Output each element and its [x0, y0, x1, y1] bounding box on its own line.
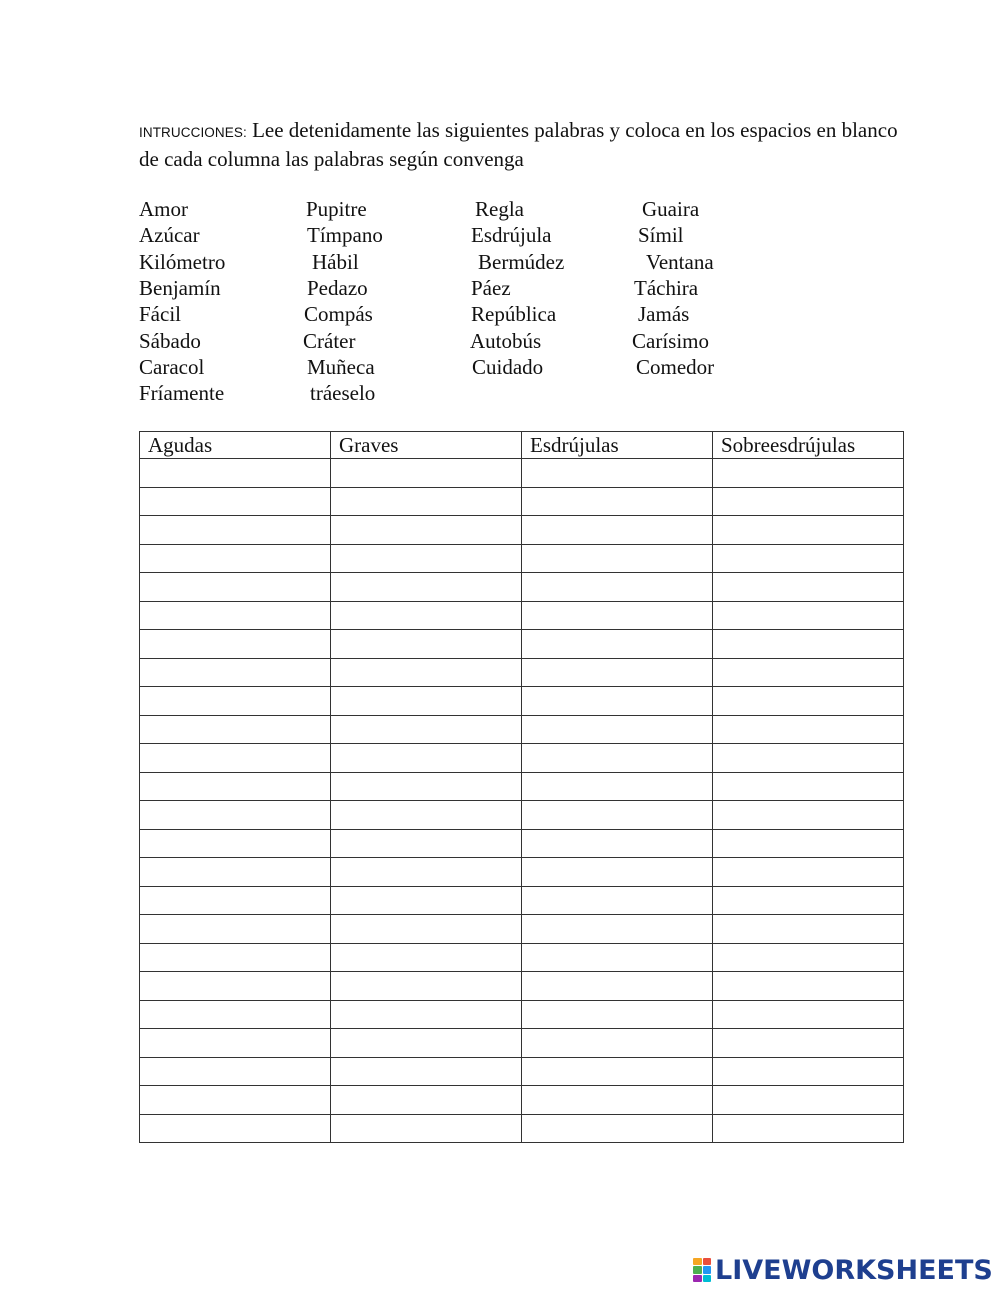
answer-input-graves[interactable] — [331, 575, 521, 601]
answer-cell-esdrujulas — [522, 1029, 713, 1058]
answer-cell-esdrujulas — [522, 601, 713, 630]
answer-input-agudas[interactable] — [140, 1002, 330, 1028]
answer-cell-agudas — [140, 715, 331, 744]
table-row — [140, 715, 904, 744]
answer-input-agudas[interactable] — [140, 546, 330, 572]
answer-input-graves[interactable] — [331, 974, 521, 1000]
answer-input-agudas[interactable] — [140, 1088, 330, 1114]
logo-square — [693, 1275, 702, 1282]
answer-input-graves[interactable] — [331, 518, 521, 544]
answer-cell-esdrujulas — [522, 1000, 713, 1029]
answer-input-agudas[interactable] — [140, 860, 330, 886]
answer-input-esdrujulas[interactable] — [522, 860, 712, 886]
answer-input-sobreesdrujulas[interactable] — [713, 803, 903, 829]
answer-input-sobreesdrujulas[interactable] — [713, 489, 903, 515]
answer-input-esdrujulas[interactable] — [522, 1088, 712, 1114]
answer-cell-graves — [331, 1029, 522, 1058]
answer-cell-sobreesdrujulas — [713, 487, 904, 516]
answer-input-sobreesdrujulas[interactable] — [713, 689, 903, 715]
answer-cell-agudas — [140, 658, 331, 687]
answer-input-esdrujulas[interactable] — [522, 518, 712, 544]
answer-cell-graves — [331, 1114, 522, 1143]
word-item: Comedor — [636, 355, 715, 379]
answer-input-agudas[interactable] — [140, 803, 330, 829]
answer-cell-sobreesdrujulas — [713, 1057, 904, 1086]
answer-input-agudas[interactable] — [140, 575, 330, 601]
answer-cell-graves — [331, 915, 522, 944]
logo-text: LIVEWORKSHEETS — [715, 1254, 993, 1286]
word-item: Autobús — [470, 329, 542, 353]
answer-input-agudas[interactable] — [140, 461, 330, 487]
answer-input-esdrujulas[interactable] — [522, 717, 712, 743]
table-row — [140, 744, 904, 773]
word-item: Caracol — [139, 355, 205, 379]
table-row — [140, 1029, 904, 1058]
table-row — [140, 601, 904, 630]
answer-input-agudas[interactable] — [140, 632, 330, 658]
answer-cell-esdrujulas — [522, 972, 713, 1001]
answer-cell-sobreesdrujulas — [713, 573, 904, 602]
answer-input-esdrujulas[interactable] — [522, 1116, 712, 1142]
answer-cell-esdrujulas — [522, 1057, 713, 1086]
answer-input-sobreesdrujulas[interactable] — [713, 945, 903, 971]
answer-input-sobreesdrujulas[interactable] — [713, 974, 903, 1000]
answer-input-agudas[interactable] — [140, 1116, 330, 1142]
answer-input-agudas[interactable] — [140, 717, 330, 743]
word-item: Amor — [139, 197, 188, 221]
word-item: Fácil — [139, 302, 181, 326]
answer-input-esdrujulas[interactable] — [522, 1059, 712, 1085]
word-item: Kilómetro — [139, 250, 226, 274]
answer-cell-agudas — [140, 972, 331, 1001]
word-item: Ventana — [646, 250, 714, 274]
answer-cell-sobreesdrujulas — [713, 943, 904, 972]
answer-input-sobreesdrujulas[interactable] — [713, 888, 903, 914]
answer-input-agudas[interactable] — [140, 1031, 330, 1057]
answer-cell-agudas — [140, 544, 331, 573]
answer-cell-graves — [331, 972, 522, 1001]
answer-input-agudas[interactable] — [140, 660, 330, 686]
answer-cell-agudas — [140, 943, 331, 972]
word-item: Hábil — [312, 250, 359, 274]
answer-table — [139, 431, 904, 1143]
answer-cell-agudas — [140, 744, 331, 773]
answer-cell-esdrujulas — [522, 715, 713, 744]
answer-cell-graves — [331, 630, 522, 659]
header-esdrujulas: Esdrújulas — [522, 432, 713, 459]
logo-square — [693, 1266, 702, 1273]
answer-input-esdrujulas[interactable] — [522, 774, 712, 800]
answer-cell-esdrujulas — [522, 573, 713, 602]
word-item: tráeselo — [310, 381, 376, 405]
word-item: Páez — [471, 276, 511, 300]
instructions — [139, 117, 919, 172]
word-item: Cuidado — [472, 355, 544, 379]
answer-cell-agudas — [140, 858, 331, 887]
answer-cell-esdrujulas — [522, 459, 713, 488]
answer-input-agudas[interactable] — [140, 603, 330, 629]
answer-cell-graves — [331, 687, 522, 716]
table-row — [140, 801, 904, 830]
logo-square — [703, 1266, 712, 1273]
answer-cell-esdrujulas — [522, 772, 713, 801]
answer-cell-sobreesdrujulas — [713, 1114, 904, 1143]
answer-cell-esdrujulas — [522, 658, 713, 687]
answer-cell-esdrujulas — [522, 687, 713, 716]
answer-cell-esdrujulas — [522, 915, 713, 944]
answer-cell-agudas — [140, 829, 331, 858]
answer-table-body — [140, 459, 904, 1143]
answer-cell-agudas — [140, 573, 331, 602]
header-graves: Graves — [331, 432, 522, 459]
answer-input-sobreesdrujulas[interactable] — [713, 774, 903, 800]
table-row — [140, 658, 904, 687]
answer-cell-sobreesdrujulas — [713, 459, 904, 488]
header-sobreesdrujulas: Sobreesdrújulas — [713, 432, 904, 459]
answer-input-graves[interactable] — [331, 489, 521, 515]
answer-cell-esdrujulas — [522, 943, 713, 972]
answer-input-graves[interactable] — [331, 1059, 521, 1085]
answer-input-graves[interactable] — [331, 746, 521, 772]
answer-cell-esdrujulas — [522, 886, 713, 915]
word-item: Carísimo — [632, 329, 709, 353]
liveworksheets-logo — [693, 1255, 993, 1285]
answer-input-agudas[interactable] — [140, 945, 330, 971]
answer-cell-graves — [331, 459, 522, 488]
answer-input-graves[interactable] — [331, 461, 521, 487]
logo-square — [703, 1275, 712, 1282]
answer-cell-agudas — [140, 772, 331, 801]
answer-cell-graves — [331, 601, 522, 630]
answer-input-agudas[interactable] — [140, 888, 330, 914]
answer-cell-agudas — [140, 487, 331, 516]
answer-input-sobreesdrujulas[interactable] — [713, 717, 903, 743]
answer-input-esdrujulas[interactable] — [522, 689, 712, 715]
word-item: Compás — [304, 302, 373, 326]
answer-input-sobreesdrujulas[interactable] — [713, 1116, 903, 1142]
table-row — [140, 858, 904, 887]
answer-cell-agudas — [140, 687, 331, 716]
answer-input-esdrujulas[interactable] — [522, 1002, 712, 1028]
answer-input-graves[interactable] — [331, 1088, 521, 1114]
table-row — [140, 573, 904, 602]
answer-cell-agudas — [140, 601, 331, 630]
answer-cell-agudas — [140, 886, 331, 915]
word-item: Esdrújula — [471, 223, 552, 247]
answer-input-agudas[interactable] — [140, 489, 330, 515]
answer-cell-graves — [331, 1086, 522, 1115]
answer-input-sobreesdrujulas[interactable] — [713, 1088, 903, 1114]
answer-cell-agudas — [140, 1086, 331, 1115]
answer-input-esdrujulas[interactable] — [522, 917, 712, 943]
table-row — [140, 459, 904, 488]
answer-input-sobreesdrujulas[interactable] — [713, 660, 903, 686]
table-row — [140, 687, 904, 716]
answer-cell-agudas — [140, 630, 331, 659]
answer-input-sobreesdrujulas[interactable] — [713, 1031, 903, 1057]
answer-input-esdrujulas[interactable] — [522, 575, 712, 601]
word-item: Regla — [475, 197, 524, 221]
answer-cell-sobreesdrujulas — [713, 687, 904, 716]
answer-input-esdrujulas[interactable] — [522, 660, 712, 686]
answer-cell-esdrujulas — [522, 858, 713, 887]
answer-cell-sobreesdrujulas — [713, 1000, 904, 1029]
table-row — [140, 1057, 904, 1086]
table-row — [140, 544, 904, 573]
word-item: Muñeca — [307, 355, 375, 379]
answer-cell-agudas — [140, 1029, 331, 1058]
answer-cell-graves — [331, 772, 522, 801]
answer-input-sobreesdrujulas[interactable] — [713, 518, 903, 544]
answer-cell-graves — [331, 858, 522, 887]
answer-input-esdrujulas[interactable] — [522, 489, 712, 515]
answer-input-graves[interactable] — [331, 689, 521, 715]
answer-cell-graves — [331, 487, 522, 516]
answer-input-agudas[interactable] — [140, 1059, 330, 1085]
answer-input-graves[interactable] — [331, 803, 521, 829]
answer-cell-graves — [331, 801, 522, 830]
answer-cell-sobreesdrujulas — [713, 915, 904, 944]
answer-input-graves[interactable] — [331, 774, 521, 800]
word-item: Benjamín — [139, 276, 221, 300]
answer-input-sobreesdrujulas[interactable] — [713, 461, 903, 487]
answer-cell-graves — [331, 744, 522, 773]
answer-input-graves[interactable] — [331, 1002, 521, 1028]
word-item: Pupitre — [306, 197, 367, 221]
answer-cell-esdrujulas — [522, 630, 713, 659]
answer-cell-graves — [331, 544, 522, 573]
instructions-text: Lee detenidamente las siguientes palabras y coloca en los espacios en blanco de cada columna las palabras según convenga — [139, 118, 898, 171]
table-row — [140, 630, 904, 659]
table-row — [140, 516, 904, 545]
answer-input-esdrujulas[interactable] — [522, 1031, 712, 1057]
answer-cell-graves — [331, 1057, 522, 1086]
answer-input-esdrujulas[interactable] — [522, 831, 712, 857]
answer-input-graves[interactable] — [331, 831, 521, 857]
answer-cell-esdrujulas — [522, 1114, 713, 1143]
answer-cell-sobreesdrujulas — [713, 630, 904, 659]
answer-cell-sobreesdrujulas — [713, 1086, 904, 1115]
word-item: Sábado — [139, 329, 201, 353]
answer-cell-esdrujulas — [522, 744, 713, 773]
answer-cell-sobreesdrujulas — [713, 858, 904, 887]
answer-input-graves[interactable] — [331, 917, 521, 943]
answer-cell-agudas — [140, 459, 331, 488]
answer-input-graves[interactable] — [331, 546, 521, 572]
answer-input-sobreesdrujulas[interactable] — [713, 1002, 903, 1028]
answer-cell-graves — [331, 943, 522, 972]
answer-cell-graves — [331, 516, 522, 545]
answer-cell-graves — [331, 1000, 522, 1029]
word-item: Guaira — [642, 197, 700, 221]
answer-input-agudas[interactable] — [140, 518, 330, 544]
word-item: Símil — [638, 223, 684, 247]
answer-cell-esdrujulas — [522, 544, 713, 573]
table-row — [140, 829, 904, 858]
answer-input-sobreesdrujulas[interactable] — [713, 860, 903, 886]
answer-input-agudas[interactable] — [140, 974, 330, 1000]
answer-cell-esdrujulas — [522, 801, 713, 830]
answer-cell-agudas — [140, 801, 331, 830]
table-header-row — [140, 432, 904, 459]
answer-cell-agudas — [140, 1114, 331, 1143]
answer-cell-sobreesdrujulas — [713, 744, 904, 773]
table-row — [140, 1086, 904, 1115]
answer-cell-sobreesdrujulas — [713, 1029, 904, 1058]
answer-cell-graves — [331, 829, 522, 858]
answer-input-sobreesdrujulas[interactable] — [713, 546, 903, 572]
answer-input-agudas[interactable] — [140, 917, 330, 943]
table-row — [140, 772, 904, 801]
answer-input-esdrujulas[interactable] — [522, 603, 712, 629]
answer-cell-agudas — [140, 1057, 331, 1086]
answer-cell-sobreesdrujulas — [713, 516, 904, 545]
logo-square — [703, 1258, 712, 1265]
table-row — [140, 943, 904, 972]
answer-cell-esdrujulas — [522, 1086, 713, 1115]
table-row — [140, 1000, 904, 1029]
answer-input-esdrujulas[interactable] — [522, 888, 712, 914]
answer-cell-sobreesdrujulas — [713, 829, 904, 858]
table-row — [140, 487, 904, 516]
answer-input-graves[interactable] — [331, 1031, 521, 1057]
answer-input-graves[interactable] — [331, 1116, 521, 1142]
answer-input-esdrujulas[interactable] — [522, 974, 712, 1000]
answer-input-graves[interactable] — [331, 660, 521, 686]
answer-input-graves[interactable] — [331, 888, 521, 914]
answer-cell-graves — [331, 715, 522, 744]
answer-cell-esdrujulas — [522, 829, 713, 858]
answer-input-esdrujulas[interactable] — [522, 803, 712, 829]
word-item: Fríamente — [139, 381, 225, 405]
answer-cell-graves — [331, 573, 522, 602]
table-row — [140, 915, 904, 944]
answer-cell-sobreesdrujulas — [713, 715, 904, 744]
answer-input-agudas[interactable] — [140, 746, 330, 772]
answer-cell-sobreesdrujulas — [713, 601, 904, 630]
answer-input-esdrujulas[interactable] — [522, 546, 712, 572]
logo-square — [693, 1258, 702, 1265]
header-agudas: Agudas — [140, 432, 331, 459]
word-item: Pedazo — [307, 276, 368, 300]
logo-mark-icon — [693, 1258, 711, 1282]
table-row — [140, 972, 904, 1001]
word-item: Bermúdez — [478, 250, 565, 274]
word-item: Jamás — [638, 302, 690, 326]
answer-cell-sobreesdrujulas — [713, 544, 904, 573]
word-item: Cráter — [303, 329, 356, 353]
word-item: Táchira — [634, 276, 699, 300]
answer-cell-sobreesdrujulas — [713, 972, 904, 1001]
answer-cell-esdrujulas — [522, 487, 713, 516]
answer-cell-graves — [331, 886, 522, 915]
answer-cell-sobreesdrujulas — [713, 886, 904, 915]
answer-input-sobreesdrujulas[interactable] — [713, 746, 903, 772]
answer-input-esdrujulas[interactable] — [522, 746, 712, 772]
answer-input-sobreesdrujulas[interactable] — [713, 831, 903, 857]
answer-input-sobreesdrujulas[interactable] — [713, 603, 903, 629]
answer-input-agudas[interactable] — [140, 774, 330, 800]
instructions-label: INTRUCCIONES: — [139, 125, 247, 140]
answer-input-agudas[interactable] — [140, 689, 330, 715]
answer-cell-agudas — [140, 915, 331, 944]
answer-input-agudas[interactable] — [140, 831, 330, 857]
table-row — [140, 1114, 904, 1143]
answer-cell-agudas — [140, 1000, 331, 1029]
answer-input-graves[interactable] — [331, 860, 521, 886]
answer-cell-sobreesdrujulas — [713, 801, 904, 830]
answer-cell-esdrujulas — [522, 516, 713, 545]
word-item: Azúcar — [139, 223, 200, 247]
answer-input-sobreesdrujulas[interactable] — [713, 917, 903, 943]
answer-cell-agudas — [140, 516, 331, 545]
word-item: Tímpano — [307, 223, 383, 247]
answer-input-esdrujulas[interactable] — [522, 461, 712, 487]
answer-input-graves[interactable] — [331, 945, 521, 971]
answer-input-graves[interactable] — [331, 632, 521, 658]
answer-input-esdrujulas[interactable] — [522, 632, 712, 658]
answer-input-sobreesdrujulas[interactable] — [713, 575, 903, 601]
answer-input-graves[interactable] — [331, 603, 521, 629]
answer-input-sobreesdrujulas[interactable] — [713, 632, 903, 658]
answer-cell-graves — [331, 658, 522, 687]
answer-cell-sobreesdrujulas — [713, 772, 904, 801]
answer-input-graves[interactable] — [331, 717, 521, 743]
word-item: República — [471, 302, 557, 326]
answer-input-esdrujulas[interactable] — [522, 945, 712, 971]
answer-input-sobreesdrujulas[interactable] — [713, 1059, 903, 1085]
answer-cell-sobreesdrujulas — [713, 658, 904, 687]
table-row — [140, 886, 904, 915]
